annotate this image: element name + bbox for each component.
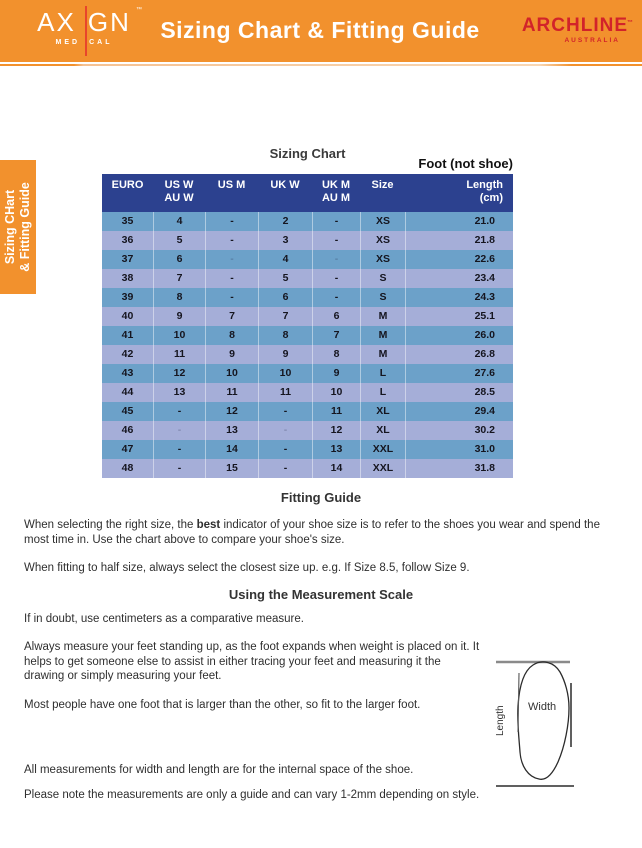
- table-cell: -: [205, 288, 258, 307]
- column-header-uk-w: UK W: [270, 179, 300, 191]
- table-cell: XS: [360, 231, 405, 250]
- table-cell: -: [205, 212, 258, 231]
- width-label: Width: [528, 701, 557, 713]
- table-row: [102, 212, 513, 231]
- table-cell: M: [360, 326, 405, 345]
- table-cell: 25.1: [405, 307, 513, 326]
- table-row: [102, 364, 513, 383]
- side-tab-label: [3, 182, 33, 272]
- table-cell: 9: [205, 345, 258, 364]
- table-cell: M: [360, 345, 405, 364]
- page-title: Sizing Chart & Fitting Guide: [160, 17, 480, 43]
- table-cell: L: [360, 364, 405, 383]
- side-tab-line2: & Fitting Guide: [18, 182, 32, 272]
- axign-wordmark-right: GN: [87, 7, 131, 37]
- table-cell: 2: [258, 212, 312, 231]
- fitting-guide-heading: Fitting Guide: [280, 490, 362, 505]
- table-cell: -: [205, 269, 258, 288]
- axign-red-line: [85, 6, 87, 56]
- axign-wordmark-left: AX: [37, 7, 76, 37]
- table-cell: 11: [205, 383, 258, 402]
- table-cell: 10: [258, 364, 312, 383]
- table-cell: 26.8: [405, 345, 513, 364]
- table-cell: 12: [205, 402, 258, 421]
- table-cell: 42: [121, 348, 134, 360]
- table-cell: 13: [153, 383, 205, 402]
- table-cell: -: [312, 269, 360, 288]
- length-label: Length: [495, 705, 506, 736]
- table-row: [102, 231, 513, 250]
- table-cell: 6: [312, 307, 360, 326]
- table-cell: XL: [360, 402, 405, 421]
- table-cell: 6: [258, 288, 312, 307]
- column-header-us-m: US M: [217, 179, 246, 191]
- table-cell: -: [153, 459, 205, 478]
- table-cell: 7: [312, 326, 360, 345]
- table-cell: 8: [205, 326, 258, 345]
- table-cell: 26.0: [405, 326, 513, 345]
- sizing-chart-heading: Sizing Chart: [269, 146, 346, 161]
- table-cell: 8: [258, 326, 312, 345]
- table-cell: 11: [258, 383, 312, 402]
- table-cell: S: [360, 288, 405, 307]
- measurement-paragraph-4: All measurements for width and length are for the internal space of the shoe.: [24, 764, 414, 776]
- table-row: [102, 383, 513, 402]
- table-cell: -: [312, 250, 360, 269]
- table-cell: 13: [205, 421, 258, 440]
- table-cell: 6: [153, 250, 205, 269]
- table-cell: -: [312, 231, 360, 250]
- table-cell: XXL: [360, 440, 405, 459]
- foot-not-shoe-label: Foot (not shoe): [418, 156, 513, 171]
- foot-outline: [518, 662, 569, 779]
- table-row: [102, 326, 513, 345]
- table-cell: 46: [121, 424, 134, 436]
- table-cell: 14: [205, 440, 258, 459]
- table-cell: 14: [312, 459, 360, 478]
- table-body: [102, 212, 513, 478]
- table-cell: M: [360, 307, 405, 326]
- table-cell: 36: [121, 234, 134, 246]
- table-cell: 7: [258, 307, 312, 326]
- fitting-guide-paragraph-2: When fitting to half size, always select the closest size up. e.g. If Size 8.5, follow Size 9.: [24, 562, 470, 574]
- table-cell: 5: [153, 231, 205, 250]
- table-cell: 30.2: [405, 421, 513, 440]
- table-cell: -: [258, 402, 312, 421]
- table-cell: 11: [153, 345, 205, 364]
- table-cell: 24.3: [405, 288, 513, 307]
- table-cell: XS: [360, 250, 405, 269]
- archline-australia-label: AUSTRALIA: [564, 37, 620, 44]
- table-cell: 31.0: [405, 440, 513, 459]
- archline-logo: [500, 15, 634, 44]
- axign-medical-right: CAL: [89, 39, 113, 46]
- table-row: [102, 250, 513, 269]
- table-cell: -: [312, 212, 360, 231]
- table-cell: 43: [121, 367, 134, 379]
- table-cell: 9: [312, 364, 360, 383]
- column-header-us-w: US W AU W: [164, 179, 194, 204]
- table-cell: 37: [121, 253, 134, 265]
- column-header-euro: EURO: [111, 179, 144, 191]
- table-cell: 29.4: [405, 402, 513, 421]
- side-tab: [0, 160, 36, 294]
- table-cell: 4: [153, 212, 205, 231]
- p1-after: indicator of your shoe size is to refer to the shoes you wear and spend the most time in. Use the chart above to compare your shoe's size.: [24, 519, 600, 546]
- header-banner: [0, 0, 642, 62]
- table-cell: 44: [121, 386, 134, 398]
- table-row: [102, 269, 513, 288]
- table-cell: 12: [312, 421, 360, 440]
- table-cell: 47: [121, 443, 134, 455]
- axign-trademark: ™: [136, 7, 142, 13]
- table-cell: 3: [258, 231, 312, 250]
- table-cell: 8: [153, 288, 205, 307]
- table-cell: 7: [205, 307, 258, 326]
- measurement-paragraph-1: If in doubt, use centimeters as a comparative measure.: [24, 613, 304, 625]
- table-row: [102, 402, 513, 421]
- table-cell: 9: [153, 307, 205, 326]
- table-row: [102, 307, 513, 326]
- archline-trademark: ™: [627, 20, 634, 26]
- table-row: [102, 421, 513, 440]
- axign-wordmark: [28, 7, 140, 37]
- table-cell: S: [360, 269, 405, 288]
- table-cell: 13: [312, 440, 360, 459]
- table-cell: L: [360, 383, 405, 402]
- sizing-table: [102, 174, 513, 478]
- table-cell: 11: [312, 402, 360, 421]
- table-cell: 28.5: [405, 383, 513, 402]
- table-cell: 12: [153, 364, 205, 383]
- table-cell: 5: [258, 269, 312, 288]
- axign-medical-left: MED: [55, 39, 81, 46]
- table-cell: 10: [153, 326, 205, 345]
- p1-before: When selecting the right size, the: [24, 519, 197, 531]
- p1-bold-word: best: [196, 519, 221, 531]
- table-cell: -: [153, 421, 205, 440]
- table-cell: 9: [258, 345, 312, 364]
- table-row: [102, 440, 513, 459]
- table-cell: -: [153, 440, 205, 459]
- table-cell: 21.8: [405, 231, 513, 250]
- diagram-left-tick: [518, 673, 519, 732]
- axign-medical-label: [28, 39, 140, 46]
- table-cell: 40: [121, 310, 134, 322]
- table-cell: 10: [205, 364, 258, 383]
- table-cell: -: [258, 421, 312, 440]
- table-cell: -: [205, 250, 258, 269]
- measurement-paragraph-2: Always measure your feet standing up, as the foot expands when weight is placed on it. It helps to get someone else to assist in either tracing your feet and measuring it the drawing or simply measuring your feet.: [24, 641, 480, 683]
- table-cell: 23.4: [405, 269, 513, 288]
- table-cell: 38: [121, 272, 134, 284]
- measurement-scale-heading: Using the Measurement Scale: [228, 587, 414, 602]
- table-cell: 48: [121, 462, 134, 474]
- table-cell: XXL: [360, 459, 405, 478]
- table-row: [102, 288, 513, 307]
- table-cell: 7: [153, 269, 205, 288]
- measurement-paragraph-5: Please note the measurements are only a guide and can vary 1-2mm depending on style.: [24, 789, 480, 801]
- table-cell: XS: [360, 212, 405, 231]
- foot-diagram: [492, 650, 642, 790]
- table-cell: XL: [360, 421, 405, 440]
- table-cell: 41: [121, 329, 134, 341]
- table-cell: 35: [121, 215, 134, 227]
- table-cell: 22.6: [405, 250, 513, 269]
- header-divider-line: [0, 64, 642, 66]
- column-header-uk-m: UK M AU M: [321, 179, 351, 204]
- table-cell: -: [153, 402, 205, 421]
- table-cell: -: [258, 440, 312, 459]
- table-cell: 45: [121, 405, 134, 417]
- table-cell: -: [205, 231, 258, 250]
- table-cell: 15: [205, 459, 258, 478]
- table-row: [102, 345, 513, 364]
- table-cell: -: [258, 459, 312, 478]
- table-cell: 4: [258, 250, 312, 269]
- fitting-guide-paragraph-1: [24, 518, 624, 547]
- column-header-size: Size: [371, 179, 394, 191]
- archline-wordmark: ARCHLINE ™: [521, 15, 634, 36]
- table-cell: 21.0: [405, 212, 513, 231]
- table-row: [102, 459, 513, 478]
- table-cell: 8: [312, 345, 360, 364]
- column-header-length: Length (cm): [466, 179, 503, 204]
- axign-logo: [28, 7, 140, 55]
- table-cell: 39: [121, 291, 134, 303]
- table-cell: 27.6: [405, 364, 513, 383]
- table-cell: 31.8: [405, 459, 513, 478]
- table-cell: 10: [312, 383, 360, 402]
- table-cell: -: [312, 288, 360, 307]
- measurement-paragraph-3: Most people have one foot that is larger than the other, so fit to the larger foot.: [24, 699, 421, 711]
- side-tab-line1: Sizing CHart: [3, 189, 17, 265]
- table-header-row: [102, 174, 513, 212]
